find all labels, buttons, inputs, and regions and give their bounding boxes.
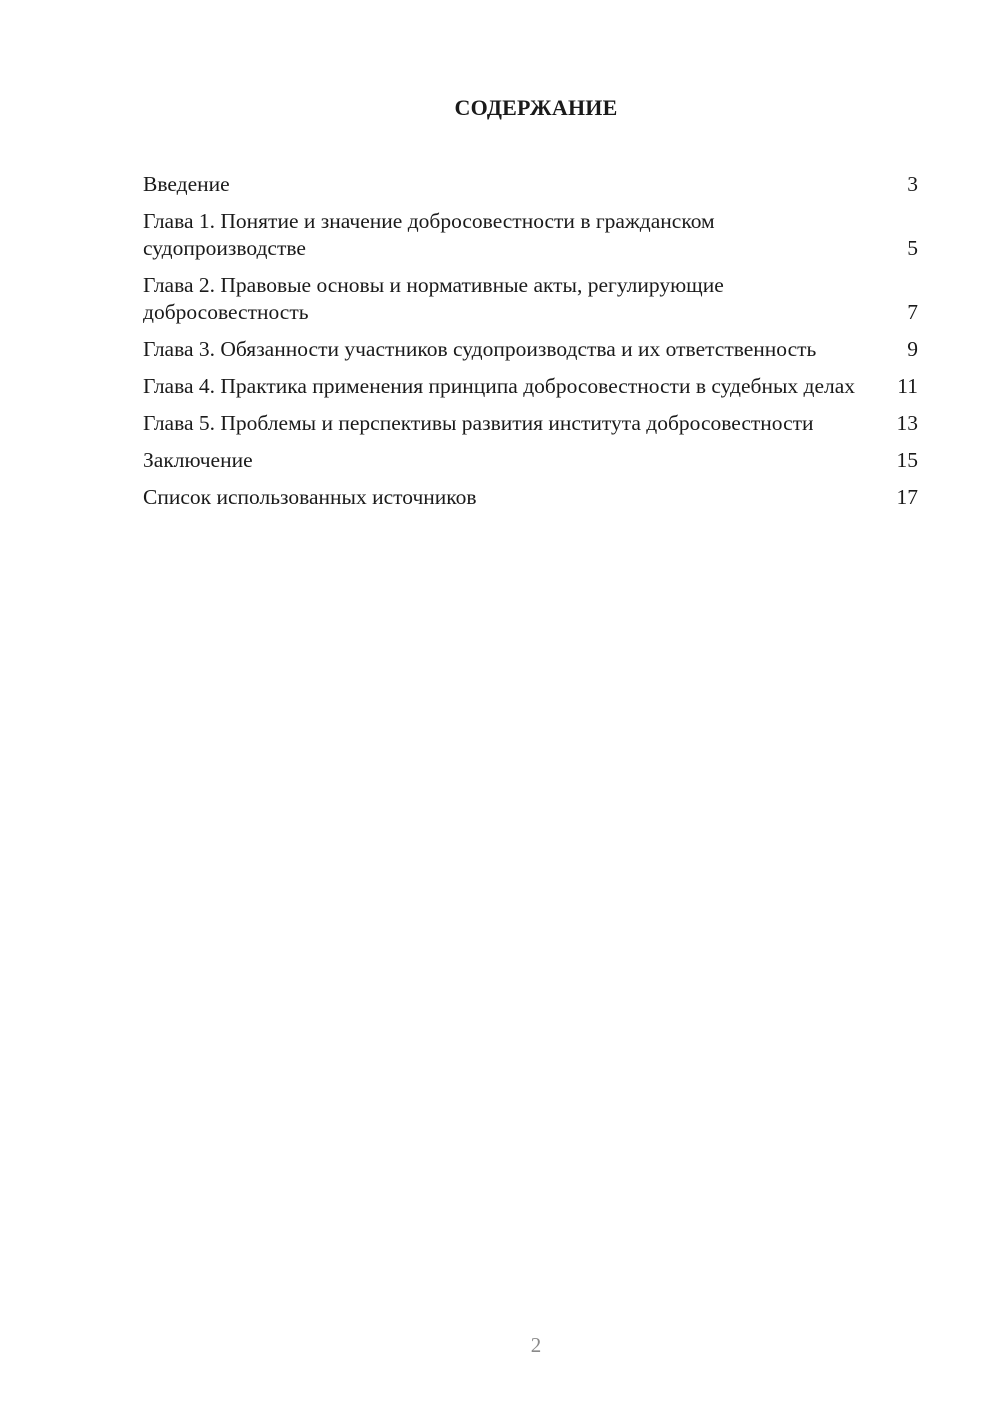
toc-entry-title: Глава 3. Обязанности участников судопроизводства и их ответственность — [143, 337, 817, 361]
toc-entry-page: 11 — [897, 374, 918, 398]
toc-entry-chapter-3 — [143, 336, 918, 363]
toc-entry-conclusion — [143, 447, 918, 474]
toc-entry-introduction — [143, 171, 918, 198]
toc-entry-title: Список использованных источников — [143, 485, 477, 509]
toc-entry-references — [143, 484, 918, 511]
toc-entry-chapter-1 — [143, 208, 918, 262]
toc-entry-title: Глава 5. Проблемы и перспективы развития института добросовестности — [143, 411, 814, 435]
table-of-contents — [143, 171, 918, 521]
toc-entry-page: 7 — [907, 300, 918, 324]
toc-entry-page: 13 — [896, 411, 918, 435]
toc-entry-page: 3 — [907, 172, 918, 196]
toc-entry-title: Глава 4. Практика применения принципа добросовестности в судебных делах — [143, 374, 856, 398]
toc-entry-chapter-2 — [143, 272, 918, 326]
toc-entry-page: 5 — [907, 236, 918, 260]
toc-entry-page: 17 — [896, 485, 918, 509]
toc-entry-title: Введение — [143, 172, 230, 196]
toc-entry-chapter-5 — [143, 410, 918, 437]
toc-entry-title: Глава 1. Понятие и значение добросовестности в гражданском судопроизводстве — [143, 209, 715, 260]
toc-entry-page: 15 — [896, 448, 918, 472]
toc-entry-page: 9 — [907, 337, 918, 361]
page-number: 2 — [530, 1333, 542, 1357]
toc-entry-chapter-4 — [143, 373, 918, 400]
toc-entry-title: Заключение — [143, 448, 253, 472]
page-title: СОДЕРЖАНИЕ — [454, 95, 618, 120]
toc-entry-title: Глава 2. Правовые основы и нормативные акты, регулирующие добросовестность — [143, 273, 724, 324]
